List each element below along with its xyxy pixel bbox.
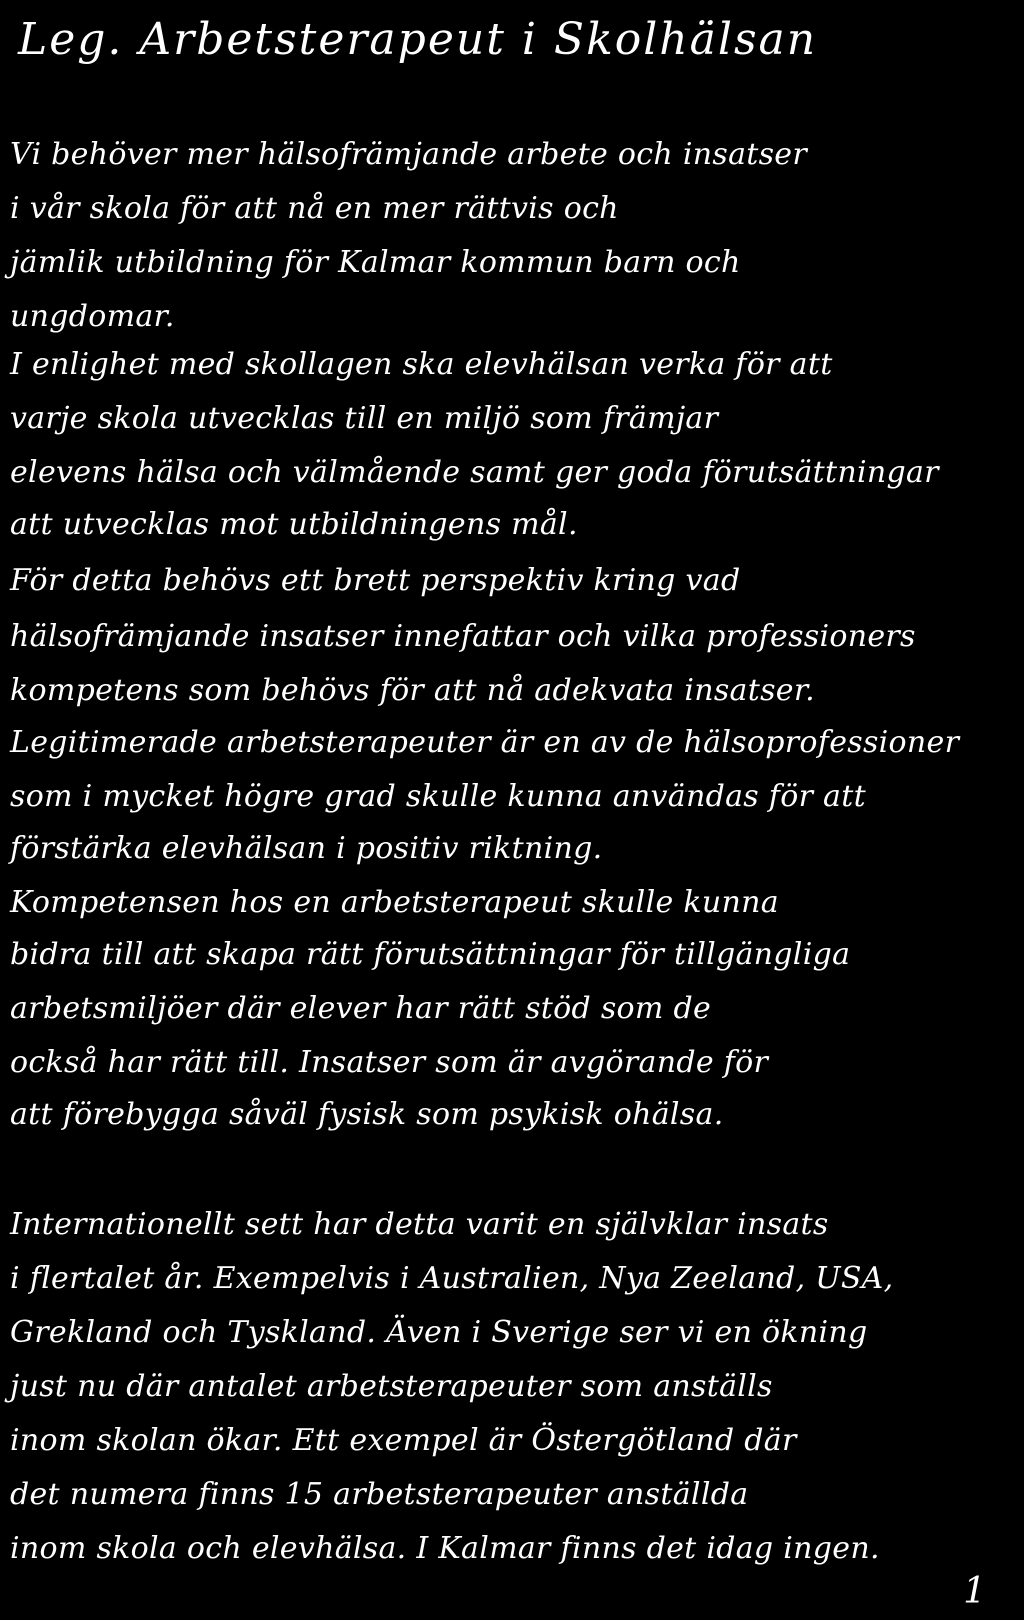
text-line: att utvecklas mot utbildningens mål. bbox=[10, 507, 578, 542]
text-line: Grekland och Tyskland. Även i Sverige ser vi en ökning bbox=[10, 1315, 868, 1350]
text-line: kompetens som behövs för att nå adekvata insatser. bbox=[10, 673, 816, 708]
text-line: Kompetensen hos en arbetsterapeut skulle kunna bbox=[10, 885, 779, 920]
text-line: För detta behövs ett brett perspektiv kring vad bbox=[10, 563, 741, 598]
text-line: att förebygga såväl fysisk som psykisk ohälsa. bbox=[10, 1097, 724, 1132]
text-line: i flertalet år. Exempelvis i Australien, Nya Zeeland, USA, bbox=[10, 1261, 894, 1296]
text-line: i vår skola för att nå en mer rättvis och bbox=[10, 191, 619, 226]
text-line: Legitimerade arbetsterapeuter är en av de hälsoprofessioner bbox=[10, 725, 960, 760]
text-line: jämlik utbildning för Kalmar kommun barn och bbox=[10, 245, 741, 280]
page-title: Leg. Arbetsterapeut i Skolhälsan bbox=[18, 14, 818, 65]
text-line: bidra till att skapa rätt förutsättningar för tillgängliga bbox=[10, 937, 851, 972]
text-line: arbetsmiljöer där elever har rätt stöd som de bbox=[10, 991, 712, 1026]
text-line: Vi behöver mer hälsofrämjande arbete och insatser bbox=[10, 137, 807, 172]
text-line: elevens hälsa och välmående samt ger goda förutsättningar bbox=[10, 455, 939, 490]
text-line: förstärka elevhälsan i positiv riktning. bbox=[10, 831, 603, 866]
text-line: inom skola och elevhälsa. I Kalmar finns det idag ingen. bbox=[10, 1531, 880, 1566]
page-number: 1 bbox=[963, 1571, 986, 1612]
text-line: varje skola utvecklas till en miljö som främjar bbox=[10, 401, 719, 436]
text-line: inom skolan ökar. Ett exempel är Östergötland där bbox=[10, 1423, 797, 1458]
text-line: just nu där antalet arbetsterapeuter som anställs bbox=[10, 1369, 773, 1404]
text-line: hälsofrämjande insatser innefattar och vilka professioners bbox=[10, 619, 916, 654]
text-line: Internationellt sett har detta varit en självklar insats bbox=[10, 1207, 829, 1242]
text-line: det numera finns 15 arbetsterapeuter anställda bbox=[10, 1477, 749, 1512]
text-line: ungdomar. bbox=[10, 299, 175, 334]
text-line: som i mycket högre grad skulle kunna användas för att bbox=[10, 779, 866, 814]
text-line: I enlighet med skollagen ska elevhälsan verka för att bbox=[10, 347, 833, 382]
text-line: också har rätt till. Insatser som är avgörande för bbox=[10, 1045, 769, 1080]
